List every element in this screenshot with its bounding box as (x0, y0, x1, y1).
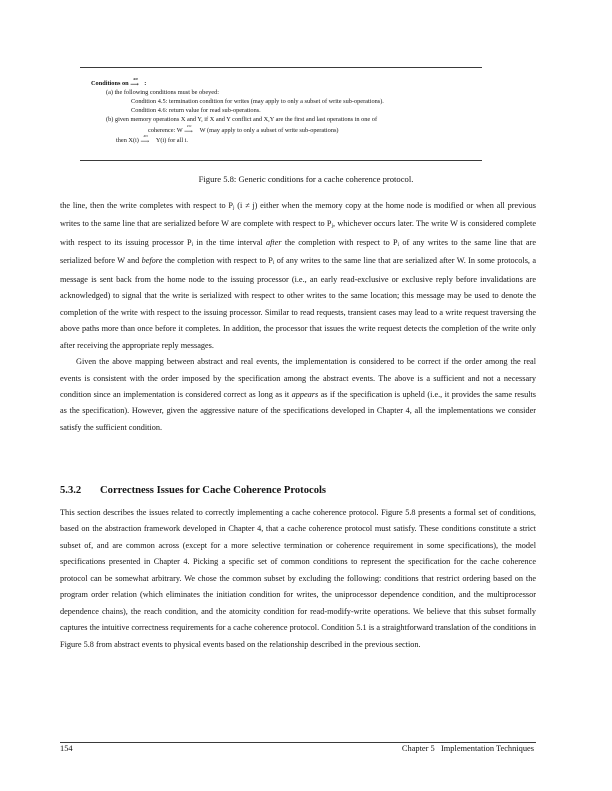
figure-line-then: then X(i) xo ⟶ Y(i) for all i. (116, 133, 189, 145)
section-heading (60, 485, 326, 496)
figure-line-cond-4-5: Condition 4.5: termination condition for writes (may apply to only a subset of write sub-operations). (131, 98, 384, 105)
xo-arrow-icon: xo ⟶ (130, 76, 139, 88)
figure-heading: Conditions on xo ⟶ : (91, 76, 147, 88)
figure-top-rule (80, 67, 482, 68)
footer-chapter: Chapter 5 (401, 744, 435, 753)
paragraph-write-completion: the line, then the write completes with respect to $P_j$ (i ≠ j) either when the memory copy at the home node is modified or when all previous writes to the same line that are serialized before W are complete with respect to $P_j$, whichever occurs later. The write W is considered complete with respect to its issuing processor $P_i$ in the time interval after the completion with respect to $P_i$ of any writes to the same line that are serialized before W and before the completion with respect to $P_i$ of any writes to the same line that are serialized after W. In some protocols, a message is sent back from the home node to the issuing processor (i.e., an early read-exclusive or exclusive reply before invalidations are acknowledged) to signal that the write is serialized with respect to other writes to the same location; this message may be used to denote the completion of the write with respect to the issuing processor. Similar to read requests, transient cases may lead to a write request traversing the above paths more than once before it completes. In addition, the processor that issues the write request detects the completion of the write only after receiving the appropriate reply messages. (60, 201, 537, 350)
footer-chapter-title: Implementation Techniques (441, 744, 534, 753)
body-text-section (60, 505, 536, 653)
running-footer (402, 744, 534, 753)
figure-line-a: (a) the following conditions must be obeyed: (106, 89, 219, 96)
figure-caption: Figure 5.8: Generic conditions for a cache coherence protocol. (198, 174, 414, 184)
section-title: Correctness Issues for Cache Coherence Protocols (100, 485, 327, 496)
figure-line-coherence: coherence: W co ⟶ W (may apply to only a subset of write sub-operations) (148, 123, 339, 135)
figure-bottom-rule (80, 160, 482, 161)
paragraph-mapping-correctness: Given the above mapping between abstract and real events, the implementation is considered to be correct if the order among the real events is consistent with the order imposed by the specification among the abstract events. The above is a sufficient and not a necessary condition since an implementation is considered correct as long as it appears as if the specification is upheld (i.e., it provides the same results as the specification). However, given the aggressive nature of the specifications developed in Chapter 4, all the implementations we consider satisfy the sufficient condition. (60, 357, 536, 432)
figure-line-b: (b) given memory operations X and Y, if X and Y conflict and X,Y are the first and last operations in one of (106, 116, 378, 123)
section-number: 5.3.2 (60, 485, 82, 496)
footer-rule (60, 742, 536, 743)
body-text-upper (60, 198, 536, 436)
figure-line-cond-4-6: Condition 4.6: return value for read sub-operations. (131, 107, 261, 114)
page-number: 154 (60, 744, 73, 753)
paragraph-section-intro: This section describes the issues related to correctly implementing a cache coherence protocol. Figure 5.8 presents a formal set of conditions, based on the abstraction framework developed in Chapter 4, that a cache coherence protocol must satisfy. These conditions constitute a strict subset of, and are common across (except for a more selective termination or coherence requirement in some specifications), the model specifications presented in Chapter 4. Picking a specific set of common conditions to represent the specification for the cache coherence protocol can be somewhat arbitrary. We chose the common subset by excluding the following: conditions that restrict ordering based on the program order relation (which eliminates the initiation condition for writes, the uniprocessor dependence condition, and the multiprocessor dependence chains), the reach condition, and the atomicity condition for read-modify-write operations. We believe that this subset formally captures the intuitive correctness requirements for a cache coherence protocol. Condition 5.1 is a straightforward translation of the conditions in Figure 5.8 from abstract events to physical events based on the relationship described in the previous section. (60, 508, 536, 649)
co-arrow-icon: co ⟶ (184, 123, 193, 135)
xo-arrow-icon: xo ⟶ (140, 133, 150, 145)
